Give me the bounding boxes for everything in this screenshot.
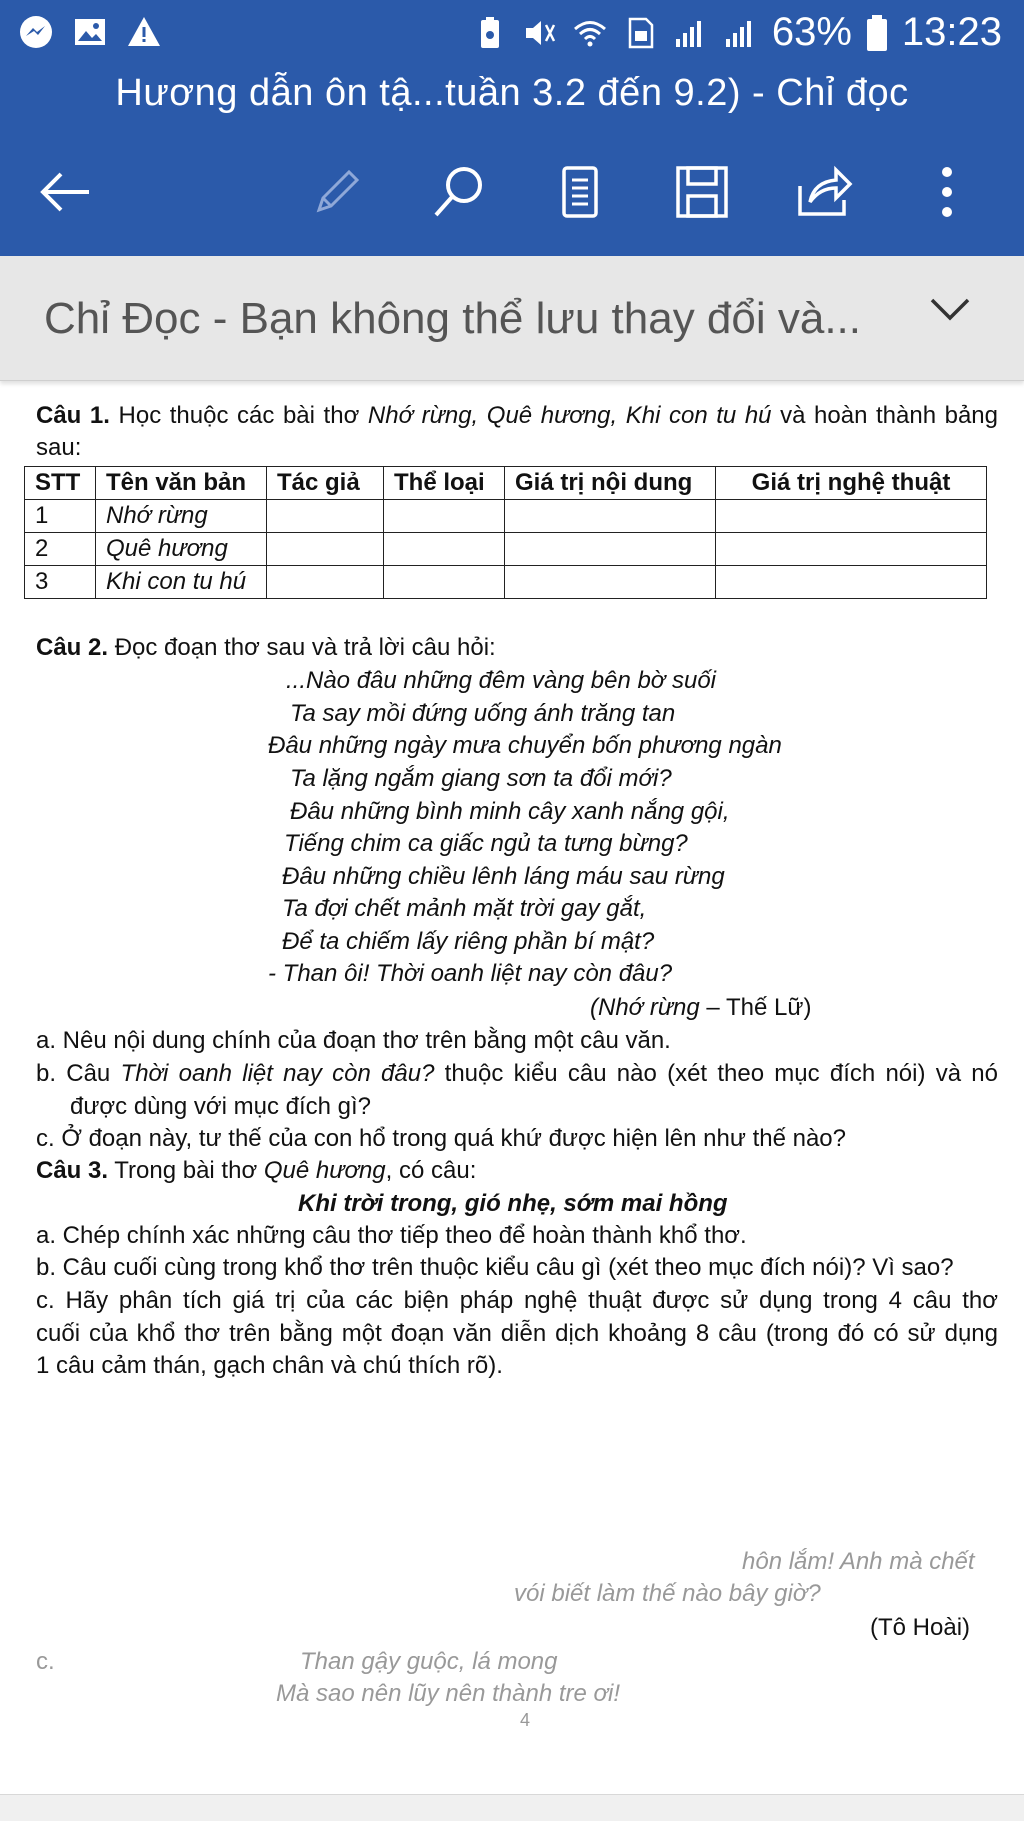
poem-table: [24, 466, 987, 599]
faded-author: (Tô Hoài): [870, 1614, 971, 1641]
q2-label: Câu 2.: [36, 634, 109, 661]
table-header-row: [25, 467, 987, 500]
q2b-post: thuộc kiểu câu nào (xét theo mục đích nói) và nó: [434, 1060, 998, 1087]
more-vertical-icon: [937, 164, 957, 220]
q1-label: Câu 1.: [36, 402, 110, 429]
poem-line: Ta say mồi đứng uống ánh trăng tan: [290, 700, 676, 727]
q3-poem: Quê hương: [263, 1157, 386, 1184]
q3c-line-3: 1 câu cảm thán, gạch chân và chú thích rõ).: [36, 1352, 503, 1379]
edit-button[interactable]: [302, 152, 372, 232]
battery-saver-icon: [472, 15, 508, 51]
gallery-icon: [72, 14, 108, 50]
faded-text-4: Mà sao nên lũy nên thành tre ơi!: [276, 1680, 621, 1707]
table-cell-stt: 1: [25, 500, 96, 533]
q2-heading: [36, 634, 496, 662]
q2b-pre: b. Câu: [36, 1060, 121, 1087]
q1-pre: Học thuộc các bài thơ: [109, 402, 368, 429]
table-header: Giá trị nghệ thuật: [716, 467, 987, 500]
q2b-line-2: được dùng với mục đích gì?: [70, 1093, 372, 1120]
back-arrow-icon: [37, 170, 93, 214]
reading-view-button[interactable]: [545, 152, 615, 232]
poem-line: - Than ôi! Thời oanh liệt nay còn đâu?: [268, 960, 673, 987]
q3c-line-2: cuối của khổ thơ trên bằng một đoạn văn diễn dịch khoảng 8 câu (trong đó có sử dụng: [36, 1320, 998, 1347]
table-cell-name: Quê hương: [96, 533, 267, 566]
bottom-bar: [0, 1794, 1024, 1821]
poem-source: [590, 994, 811, 1022]
table-header: Tên văn bản: [96, 467, 267, 500]
table-row: [25, 533, 987, 566]
poem-line: Để ta chiếm lấy riêng phần bí mật?: [282, 928, 655, 955]
faded-text-3: Than gậy guộc, lá mong: [300, 1648, 558, 1675]
q1-poems: Nhớ rừng, Quê hương, Khi con tu hú: [367, 402, 772, 429]
q1-post: và hoàn thành bảng: [771, 402, 999, 429]
q1-line-1: [36, 402, 998, 430]
save-button[interactable]: [667, 152, 737, 232]
table-header: Tác giả: [267, 467, 384, 500]
q2c: c. Ở đoạn này, tư thế của con hổ trong quá khứ được hiện lên như thế nào?: [36, 1125, 846, 1152]
poem-line: ...Nào đâu những đêm vàng bên bờ suối: [286, 667, 717, 694]
faded-text-2: vói biết làm thế nào bây giờ?: [514, 1580, 821, 1607]
more-options-button[interactable]: [912, 152, 982, 232]
search-button[interactable]: [424, 152, 494, 232]
document-page: [0, 384, 1024, 1794]
q3-line: Khi trời trong, gió nhẹ, sớm mai hồng: [298, 1190, 728, 1217]
q3-heading: [36, 1157, 476, 1185]
messenger-icon: [18, 14, 54, 50]
poem-line: Đâu những ngày mưa chuyển bốn phương ngàn: [268, 732, 782, 759]
toolbar: [0, 152, 1024, 232]
table-cell-stt: 2: [25, 533, 96, 566]
signal-strength-icon: [672, 15, 708, 51]
q3a: a. Chép chính xác những câu thơ tiếp theo để hoàn thành khổ thơ.: [36, 1222, 747, 1249]
faded-c: c.: [36, 1648, 55, 1675]
chevron-down-icon[interactable]: [928, 294, 972, 324]
q3c-line-1: c. Hãy phân tích giá trị của các biện pháp nghệ thuật được sử dụng trong 4 câu thơ: [36, 1287, 998, 1314]
warning-icon: [126, 14, 162, 50]
wifi-icon: [572, 15, 608, 51]
read-only-banner-text: Chỉ Đọc - Bạn không thể lưu thay đổi và...: [44, 294, 862, 343]
q3b: b. Câu cuối cùng trong khổ thơ trên thuộc kiểu câu gì (xét theo mục đích nói)? Vì sao?: [36, 1254, 954, 1281]
app-bar: [0, 0, 1024, 256]
q2-text: Đọc đoạn thơ sau và trả lời câu hỏi:: [108, 634, 496, 661]
read-only-banner[interactable]: [0, 256, 1024, 381]
table-header: Thể loại: [384, 467, 505, 500]
table-cell-stt: 3: [25, 566, 96, 599]
sim-card-icon: [622, 15, 658, 51]
faded-text-1: hôn lắm! Anh mà chết: [742, 1548, 975, 1575]
back-button[interactable]: [30, 152, 100, 232]
poem-source-author: – Thế Lữ): [699, 994, 812, 1021]
table-header: STT: [25, 467, 96, 500]
poem-line: Đâu những bình minh cây xanh nắng gội,: [290, 798, 730, 825]
poem-line: Tiếng chim ca giấc ngủ ta tưng bừng?: [284, 830, 688, 857]
mute-icon: [522, 15, 558, 51]
table-row: [25, 500, 987, 533]
q3-post: , có câu:: [385, 1157, 477, 1184]
poem-line: Ta lặng ngắm giang sơn ta đổi mới?: [290, 765, 672, 792]
status-bar: [0, 0, 1024, 70]
poem-source-title: (Nhớ rừng: [590, 994, 700, 1021]
poem-line: Ta đợi chết mảnh mặt trời gay gắt,: [282, 895, 647, 922]
document-title: Hương dẫn ôn tậ...tuần 3.2 đến 9.2) - Chỉ đọc: [115, 72, 909, 114]
q1-line-2: sau:: [36, 434, 82, 461]
clock: 13:23: [901, 10, 1002, 54]
page-number: 4: [520, 1710, 531, 1730]
q2b-quote: Thời oanh liệt nay còn đâu?: [120, 1060, 435, 1087]
table-header: Giá trị nội dung: [505, 467, 716, 500]
table-row: [25, 566, 987, 599]
table-cell-name: Khi con tu hú: [96, 566, 267, 599]
table-cell-name: Nhớ rừng: [96, 500, 267, 533]
share-button[interactable]: [790, 152, 860, 232]
save-icon: [674, 164, 730, 220]
pencil-icon: [309, 164, 365, 220]
q2b-line-1: [36, 1060, 998, 1088]
q3-label: Câu 3.: [36, 1157, 109, 1184]
search-icon: [430, 163, 488, 221]
battery-icon: [866, 14, 888, 52]
q3-pre: Trong bài thơ: [108, 1157, 264, 1184]
battery-percent: 63%: [771, 10, 852, 54]
signal-strength-2-icon: [722, 15, 758, 51]
reading-view-icon: [560, 164, 600, 220]
q2a: a. Nêu nội dung chính của đoạn thơ trên bằng một câu văn.: [36, 1027, 671, 1054]
share-icon: [796, 164, 854, 220]
poem-line: Đâu những chiều lênh láng máu sau rừng: [282, 863, 725, 890]
